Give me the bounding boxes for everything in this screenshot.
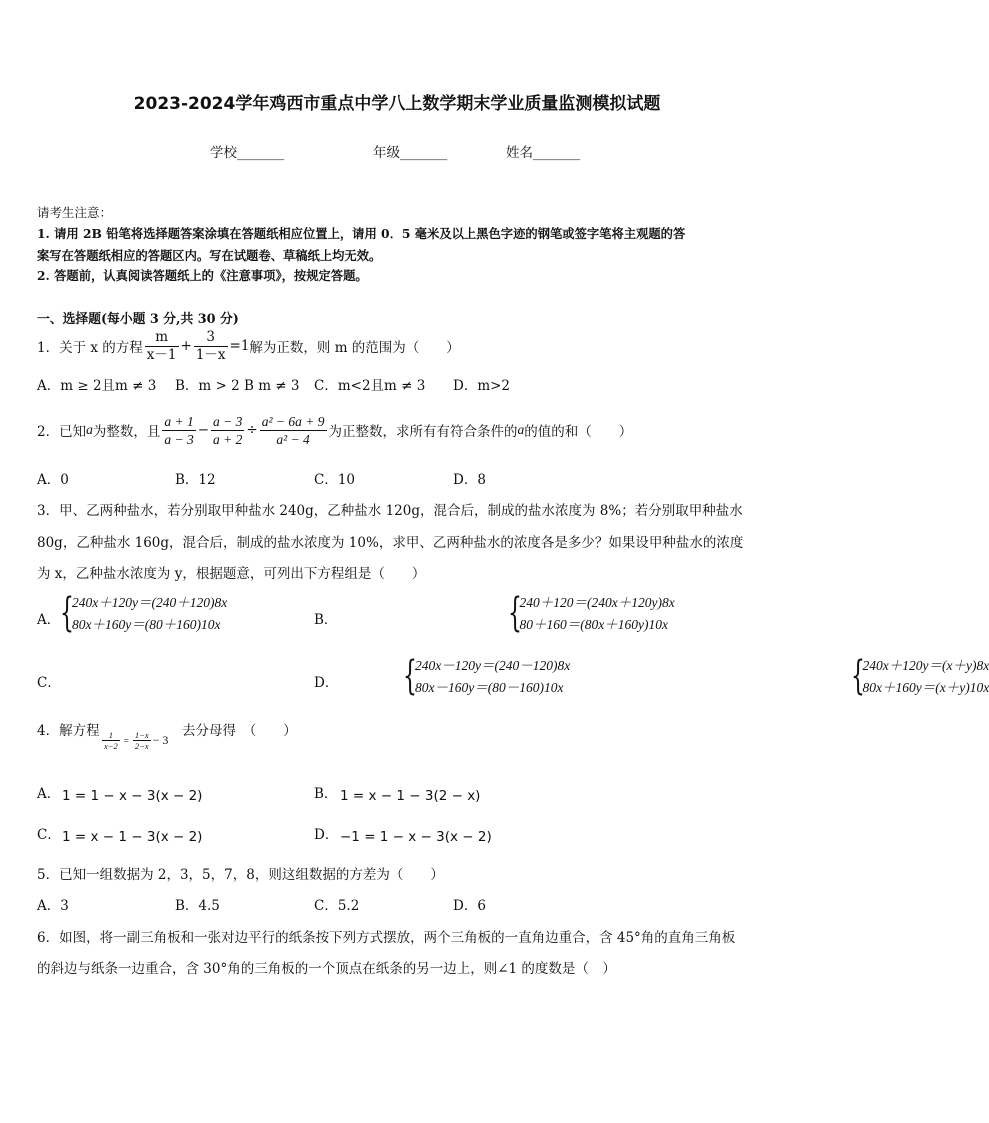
q2-op1: − [197, 422, 210, 438]
school-field: 学校_______ [210, 145, 285, 161]
q4-f1-den: x−2 [104, 741, 118, 751]
q2-suffix: 为正整数，求所有有符合条件的 [328, 424, 518, 440]
q2-var-a: a [86, 422, 93, 437]
q4-option-d: −1 = 1 − x − 3(x − 2) [340, 829, 492, 845]
q5-stem: 5．已知一组数据为 2，3，5，7，8，则这组数据的方差为（ ） [37, 867, 444, 883]
q2-option-a: A．0 [37, 472, 69, 488]
q1-prefix: 1．关于 x 的方程 [37, 340, 143, 356]
q4-suffix: 去分母得 （ ） [182, 723, 297, 739]
q2-f2-den: a + 2 [213, 431, 243, 447]
q1-suffix: 解为正数，则 m 的范围为（ ） [249, 340, 460, 356]
q6-line-1: 6．如图，将一副三角板和一张对边平行的纸条按下列方式摆放，两个三角板的一直角边重合，含 45°角的直角三角板 [37, 930, 736, 946]
q1-fraction-1 [145, 329, 179, 364]
q3-option-c-system [403, 655, 570, 699]
q2-f3-den: a² − 4 [276, 431, 310, 447]
q2-fraction-2 [211, 413, 244, 448]
notice-line-1: 1. 请用 2B 铅笔将选择题答案涂填在答题纸相应位置上，请用 0．5 毫米及以上黑色字迹的钢笔或签字笔将主观题的答 [37, 226, 686, 241]
q3-b-eq2: 80＋160＝(80x＋160y)10x [519, 617, 668, 632]
notice-heading: 请考生注意： [37, 205, 113, 220]
q4-option-b-label: B． [314, 786, 338, 802]
q5-option-b: B．4.5 [175, 898, 220, 914]
q1-option-c: C．m<2且m ≠ 3 [314, 378, 426, 394]
q3-option-c-label: C． [37, 675, 61, 691]
q4-option-d-label: D． [314, 827, 339, 843]
q4-option-a: 1 = 1 − x − 3(x − 2) [62, 788, 203, 804]
q3-line-1: 3．甲、乙两种盐水，若分别取甲种盐水 240g，乙种盐水 120g，混合后，制成的盐水浓度为 8%；若分别取甲种盐水 [37, 503, 743, 519]
q2-option-b: B．12 [175, 472, 216, 488]
q1-fraction-2 [194, 329, 228, 364]
q3-option-a-system [60, 592, 227, 636]
q1-f2-num: 3 [194, 329, 228, 347]
question-2-stem [37, 411, 632, 449]
page-title: 2023-2024学年鸡西市重点中学八上数学期末学业质量监测模拟试题 [133, 94, 661, 114]
q1-eq: =1 [229, 338, 250, 354]
q3-a-eq2: 80x＋160y＝(80＋160)10x [72, 617, 221, 632]
q3-d-eq1: 240x＋120y＝(x＋y)8x [862, 658, 989, 673]
brace-icon: { [507, 590, 522, 636]
q3-option-a-label: A． [37, 612, 61, 628]
q2-f1-den: a − 3 [164, 431, 194, 447]
q4-option-c: 1 = x − 1 − 3(x − 2) [62, 829, 203, 845]
q4-f1-num: 1 [102, 730, 120, 741]
q2-f2-num: a − 3 [213, 413, 243, 429]
q2-mid: 为整数，且 [92, 424, 161, 440]
q3-option-b-label: B． [314, 612, 338, 628]
brace-icon: { [60, 590, 74, 636]
q3-b-eq1: 240＋120＝(240x＋120y)8x [519, 595, 675, 610]
q6-line-2: 的斜边与纸条一边重合，含 30°角的三角板的一个顶点在纸条的另一边上，则∠1 的度数是（ ） [37, 961, 616, 977]
q5-option-c: C．5.2 [314, 898, 360, 914]
brace-icon: { [850, 653, 865, 699]
section-heading: 一、选择题(每小题 3 分,共 30 分) [37, 312, 239, 327]
grade-field: 年级_______ [373, 145, 448, 161]
q4-f2-den: 2−x [134, 741, 149, 751]
q2-f3-num: a² − 6a + 9 [261, 413, 325, 429]
q1-plus: + [180, 338, 192, 354]
name-field: 姓名_______ [506, 145, 581, 161]
q1-f1-num: m [145, 329, 179, 347]
q2-option-c: C．10 [314, 472, 356, 488]
q4-f2-num: 1−x [134, 730, 149, 740]
q1-f2-den: 1－x [195, 346, 226, 363]
question-1-stem [37, 328, 460, 364]
q2-prefix: 2．已知 [37, 424, 87, 440]
q2-op2: ÷ [246, 422, 258, 438]
notice-line-3: 2. 答题前，认真阅读答题纸上的《注意事项》，按规定答题。 [37, 268, 368, 283]
q2-var-a-2: a [517, 422, 525, 437]
q2-suffix-2: 的值的和（ ） [524, 424, 633, 440]
q4-prefix: 4．解方程 [37, 723, 100, 739]
q4-eq: = [123, 735, 129, 746]
brace-icon: { [403, 653, 418, 699]
q1-f1-den: x－1 [146, 346, 177, 363]
q5-option-a: A．3 [37, 898, 69, 914]
q4-tail: − 3 [152, 733, 169, 747]
notice-line-2: 案写在答题纸相应的答题区内。写在试题卷、草稿纸上均无效。 [37, 248, 382, 263]
q3-line-2: 80g，乙种盐水 160g，混合后，制成的盐水浓度为 10%，求甲、乙两种盐水的浓度各是多少？如果设甲种盐水的浓度 [37, 535, 744, 551]
q4-option-c-label: C． [37, 827, 61, 843]
q3-option-b-system [508, 592, 675, 636]
q3-c-eq2: 80x－160y＝(80－160)10x [415, 680, 564, 695]
q1-option-d: D．m>2 [453, 378, 511, 394]
q2-fraction-3 [260, 413, 327, 448]
q3-c-eq1: 240x－120y＝(240－120)8x [415, 658, 571, 673]
q1-option-b: B．m > 2 B m ≠ 3 [175, 378, 300, 394]
q5-option-d: D．6 [453, 898, 486, 914]
q4-fraction-1 [102, 730, 120, 751]
q4-option-a-label: A． [37, 786, 61, 802]
q4-fraction-2 [133, 730, 151, 751]
q4-equation [100, 730, 168, 751]
q3-a-eq1: 240x＋120y＝(240＋120)8x [72, 595, 228, 610]
q4-option-b: 1 = x − 1 − 3(2 − x) [340, 788, 481, 804]
q2-fraction-1 [162, 413, 195, 448]
q3-option-d-system [851, 655, 989, 699]
q1-option-a: A．m ≥ 2且m ≠ 3 [37, 378, 157, 394]
q3-option-d-label: D． [314, 675, 339, 691]
q2-option-d: D．8 [453, 472, 486, 488]
q3-d-eq2: 80x＋160y＝(x＋y)10x [862, 680, 989, 695]
q2-f1-num: a + 1 [164, 413, 194, 429]
q3-line-3: 为 x，乙种盐水浓度为 y，根据题意，可列出下方程组是（ ） [37, 566, 426, 582]
